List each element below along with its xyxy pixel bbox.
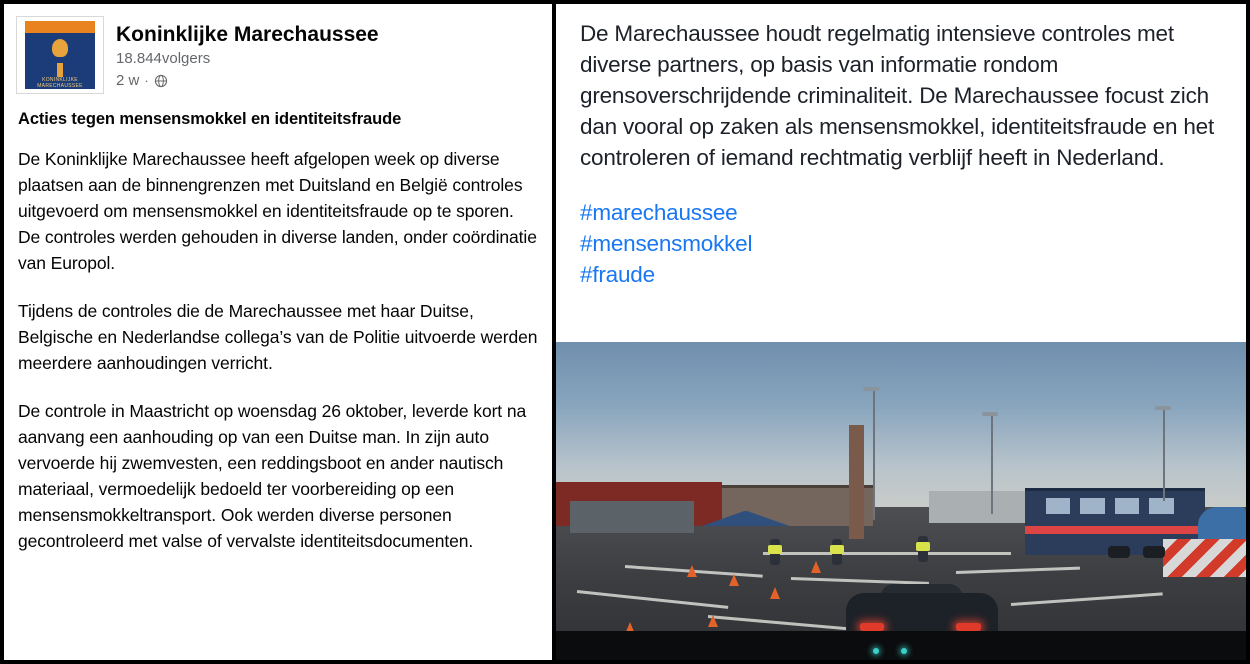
hashtag-link[interactable]: #fraude — [580, 262, 655, 287]
photo-building-far — [929, 491, 1039, 523]
post-paragraph: De controle in Maastricht op woensdag 26 oktober, leverde kort na aanvang een aanhouding op van een Duitse man. In zijn auto vervoerde hij zwemvesten, een reddingsboot en ander nautisch materiaal, vermoedelijk bedoeld ter voorbereiding op een mensensmokkeltransport. Ook werden diverse personen gecontroleerd met valse of vervalste identiteitsdocumenten. — [18, 401, 527, 551]
photo-motorcycle — [1143, 546, 1165, 558]
photo-officer — [832, 539, 842, 565]
post-paragraph: De Koninklijke Marechaussee heeft afgelopen week op diverse plaatsen aan de binnengrenzen met Duitsland en België controles uitgevoerd om mensensmokkel en identiteitsfraude op te sporen. De controles werden gehouden in diverse landen, onder coördinatie van Europol. — [18, 149, 537, 273]
photo-traffic-cone — [687, 565, 697, 577]
post-headline: Acties tegen mensensmokkel en identiteitsfraude — [18, 110, 402, 128]
post-paragraph: Tijdens de controles die de Marechaussee met haar Duitse, Belgische en Nederlandse collega’s van de Politie uitvoerde werden meerdere aanhoudingen verricht. — [18, 301, 538, 373]
photo-truck-window — [1080, 498, 1104, 514]
photo-chimney — [849, 425, 864, 539]
photo-light-head — [1155, 406, 1171, 410]
photo-truck-window — [1115, 498, 1139, 514]
logo-orange-band — [25, 21, 95, 33]
logo-caption: KONINKLIJKE MARECHAUSSEE — [37, 77, 83, 89]
page-title[interactable]: Koninklijke Marechaussee — [116, 23, 379, 46]
photo-truck-window — [1149, 498, 1173, 514]
photo-motorcycle — [1108, 546, 1130, 558]
photo-light-pole — [991, 412, 993, 514]
photo-traffic-cone — [729, 574, 739, 586]
photo-truck-window — [1046, 498, 1070, 514]
post-photo[interactable] — [556, 342, 1246, 660]
photo-taillight — [956, 623, 981, 631]
post-detail-pane — [556, 4, 1246, 660]
photo-dashboard — [556, 631, 1246, 660]
follower-count: 18.844volgers — [116, 50, 211, 67]
photo-taillight — [860, 623, 885, 631]
photo-traffic-cone — [708, 615, 718, 627]
hashtag-link[interactable]: #mensensmokkel — [580, 231, 753, 256]
photo-dash-indicator — [901, 648, 907, 654]
photo-barrier — [1163, 539, 1246, 577]
photo-light-pole — [1163, 406, 1165, 501]
globe-icon — [154, 74, 168, 88]
logo-crest-icon — [52, 39, 68, 57]
photo-light-pole — [873, 387, 875, 521]
photo-officer — [918, 536, 928, 562]
photo-officer — [770, 539, 780, 565]
photo-traffic-cone — [770, 587, 780, 599]
meta-separator: · — [144, 73, 149, 88]
photo-parking-line — [763, 552, 1011, 555]
detail-text — [556, 4, 1246, 173]
detail-paragraph: De Marechaussee houdt regelmatig intensieve controles met diverse partners, op basis van informatie rondom grensoverschrijdende criminaliteit. De Marechaussee focust zich dan vooral op zaken als mensensmokkel, identiteitsfraude en het controleren of iemand rechtmatig verblijf heeft in Nederland. — [580, 21, 1215, 170]
photo-traffic-cone — [811, 561, 821, 573]
facebook-post-pane — [4, 4, 552, 660]
post-timestamp[interactable]: 2 w — [116, 72, 140, 89]
avatar[interactable] — [16, 16, 104, 94]
photo-truck-stripe — [1025, 526, 1204, 534]
marechaussee-logo-icon — [25, 21, 95, 89]
hashtag-list — [556, 197, 1246, 300]
hashtag-link[interactable]: #marechaussee — [580, 200, 738, 225]
photo-light-head — [982, 412, 998, 416]
post-meta-row — [116, 71, 379, 91]
photo-building-grey — [570, 501, 694, 533]
post-body — [4, 98, 552, 554]
post-header — [4, 4, 552, 98]
post-header-meta — [116, 16, 379, 91]
photo-light-head — [863, 387, 879, 391]
